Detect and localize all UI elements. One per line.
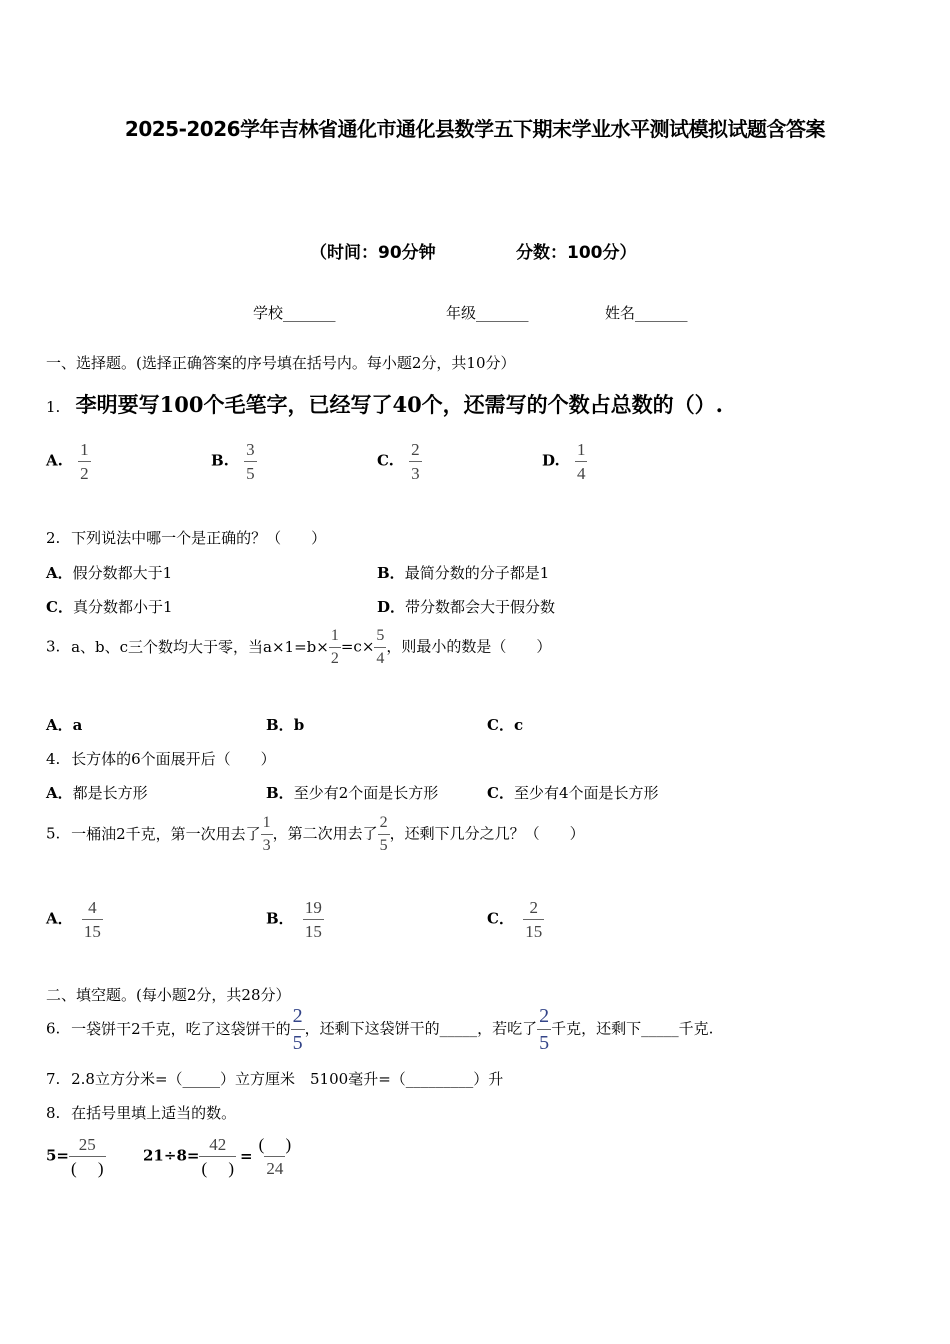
question-number: 5. [46, 824, 61, 843]
q4-option-a: A．都是长方形 [46, 784, 148, 802]
section-1-title: 一、选择题。(选择正确答案的序号填在括号内。每小题2分，共10分） [46, 354, 516, 372]
question-number: 1. [46, 398, 61, 416]
fraction: $\frac{5}{4}$ [376, 627, 385, 667]
question-8 [46, 1102, 236, 1123]
q4-option-c: C．至少有4个面是长方形 [487, 784, 659, 802]
question-number: 2. [46, 529, 61, 547]
question-number: 8. [46, 1104, 61, 1122]
q3-option-c: C．c [487, 716, 524, 734]
school-field: 学校_______ [253, 304, 336, 322]
question-text: 下列说法中哪一个是正确的？（ ） [71, 529, 327, 547]
fraction: $\frac{1}{2}$ [80, 440, 89, 483]
question-3: 3. a、b、c三个数均大于零，当a×1=b× $\frac{1}{2}$ =c× $\frac{5}{4}$ ，则最小的数是（ ） [46, 627, 552, 667]
q1-option-a: A. $\frac{1}{2}$ [46, 440, 89, 483]
question-text: 长方体的6个面展开后（ ） [71, 750, 276, 768]
fraction: $\frac{( )}{24}$ [258, 1135, 292, 1178]
exam-time: （时间：90分钟 [310, 243, 436, 263]
page-title: 2025-2026学年吉林省通化市通化县数学五下期末学业水平测试模拟试题含答案 [124, 117, 826, 141]
question-2 [46, 527, 326, 548]
exam-score: 分数：100分） [516, 243, 637, 263]
name-field: 姓名_______ [605, 304, 688, 322]
q2-option-c: C．真分数都小于1 [46, 598, 173, 616]
q5-option-b: B． $\frac{19}{15}$ [266, 898, 322, 941]
question-6: 6. 一袋饼干2千克，吃了这袋饼干的 $\frac{2}{5}$ ，还剩下这袋饼干的_____，若吃了 $\frac{2}{5}$ 千克，还剩下_____千克. [46, 1005, 714, 1054]
fraction: $\frac{25}{( )}$ [71, 1135, 104, 1178]
q1-option-c: C. $\frac{2}{3}$ [377, 440, 420, 483]
q2-option-a: A．假分数都大于1 [46, 564, 173, 582]
fraction: $\frac{3}{5}$ [246, 440, 255, 483]
question-number: 6. [46, 1019, 61, 1038]
question-text: 2.8立方分米=（_____）立方厘米 5100毫升=（_________）升 [71, 1070, 504, 1088]
question-number: 4. [46, 750, 61, 768]
q3-option-a: A．a [46, 716, 83, 734]
q8-expression-1: 5= $\frac{25}{( )}$ [46, 1135, 104, 1178]
question-5: 5. 一桶油2千克，第一次用去了 $\frac{1}{3}$ ，第二次用去了 $\frac{2}{5}$ ，还剩下几分之几？（ ） [46, 814, 585, 854]
fraction: $\frac{1}{2}$ [330, 627, 339, 667]
q1-option-d: D. $\frac{1}{4}$ [542, 440, 586, 483]
question-4 [46, 748, 276, 769]
question-1 [46, 389, 723, 419]
question-text: 李明要写100个毛笔字，已经写了40个，还需写的个数占总数的（）. [75, 392, 723, 417]
q4-option-b: B．至少有2个面是长方形 [266, 784, 439, 802]
q2-option-d: D．带分数都会大于假分数 [377, 598, 556, 616]
q5-option-a: A． $\frac{4}{15}$ [46, 898, 101, 941]
fraction: $\frac{2}{3}$ [411, 440, 420, 483]
q5-option-c: C． $\frac{2}{15}$ [487, 898, 543, 941]
q1-option-b: B. $\frac{3}{5}$ [211, 440, 255, 483]
fraction: $\frac{1}{4}$ [576, 440, 586, 483]
question-number: 7. [46, 1070, 61, 1088]
q8-expression-2: 21÷8= $\frac{42}{( )}$ = $\frac{( )}{24}$ [143, 1135, 292, 1178]
fraction: $\frac{42}{( )}$ [201, 1135, 235, 1178]
question-7 [46, 1068, 503, 1089]
question-text: 在括号里填上适当的数。 [71, 1104, 237, 1122]
fraction: $\frac{2}{15}$ [525, 898, 543, 941]
fraction: $\frac{19}{15}$ [304, 898, 322, 941]
fraction: $\frac{2}{5}$ [539, 1005, 550, 1054]
q2-option-b: B．最简分数的分子都是1 [377, 564, 550, 582]
question-number: 3. [46, 637, 61, 656]
grade-field: 年级_______ [446, 304, 529, 322]
q3-option-b: B．b [266, 716, 305, 734]
section-2-title: 二、填空题。(每小题2分，共28分） [46, 986, 291, 1004]
fraction: $\frac{4}{15}$ [83, 898, 101, 941]
fraction: $\frac{2}{5}$ [292, 1005, 303, 1054]
fraction: $\frac{1}{3}$ [262, 814, 271, 854]
fraction: $\frac{2}{5}$ [379, 814, 388, 854]
